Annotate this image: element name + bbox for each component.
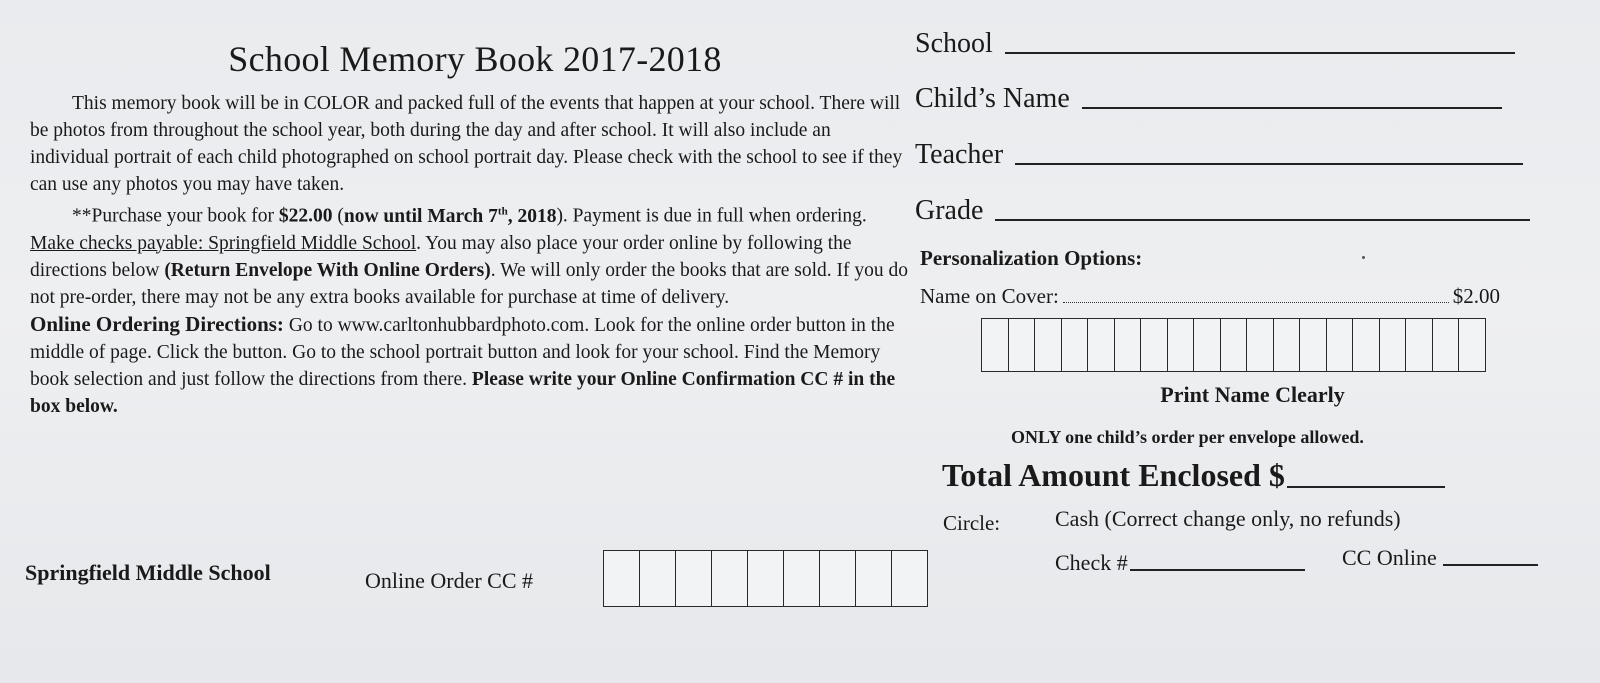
print-name-clearly: Print Name Clearly xyxy=(1160,382,1345,407)
total-amount-line[interactable] xyxy=(1287,486,1445,488)
form-title: School Memory Book 2017-2018 xyxy=(228,39,722,79)
teacher-line[interactable] xyxy=(1015,163,1523,165)
school-label: School xyxy=(915,28,993,59)
grade-field[interactable] xyxy=(915,195,1530,227)
name-letter-box[interactable] xyxy=(981,318,1009,372)
name-letter-box[interactable] xyxy=(1273,318,1301,372)
child-name-field[interactable] xyxy=(915,83,1502,115)
child-name-label: Child’s Name xyxy=(915,83,1070,114)
check-label: Check # xyxy=(1055,550,1128,575)
cc-online-option[interactable] xyxy=(1342,545,1538,571)
book-price: $22.00 xyxy=(278,205,333,227)
cc-digit-box[interactable] xyxy=(819,550,856,607)
name-letter-boxes[interactable] xyxy=(981,318,1485,372)
cc-entry-row xyxy=(25,546,945,606)
deadline: now until March 7th, 2018 xyxy=(343,205,557,227)
name-on-cover-label: Name on Cover: xyxy=(920,284,1059,308)
name-letter-box[interactable] xyxy=(1140,318,1168,372)
child-name-line[interactable] xyxy=(1082,107,1502,109)
name-letter-box[interactable] xyxy=(1087,318,1115,372)
teacher-field[interactable] xyxy=(915,139,1523,171)
online-directions-paragraph: Online Ordering Directions: Go to www.carltonhubbardphoto.com. Look for the online order button in the middle of page. Click the button. Go to the school portrait button and look for your school. Find the Memory book selection and just follow the directions from there. Please write your Online Confirmation CC # in the box below. xyxy=(30,311,896,417)
name-letter-box[interactable] xyxy=(1061,318,1089,372)
cc-online-label: CC Online xyxy=(1342,545,1437,570)
name-letter-box[interactable] xyxy=(1458,318,1486,372)
school-line[interactable] xyxy=(1005,52,1515,54)
name-on-cover-row xyxy=(920,284,1500,309)
leader-dots xyxy=(1063,302,1449,303)
info-column xyxy=(30,38,910,420)
cc-digit-box[interactable] xyxy=(747,550,784,607)
cc-number-boxes[interactable] xyxy=(603,550,927,607)
name-letter-box[interactable] xyxy=(1008,318,1036,372)
name-letter-box[interactable] xyxy=(1167,318,1195,372)
school-name: Springfield Middle School xyxy=(25,560,271,585)
name-letter-box[interactable] xyxy=(1352,318,1380,372)
purchase-paragraph: **Purchase your book for $22.00 (now until March 7th, 2018). Payment is due in full when ordering. Make checks payable: Springfield Middle School. You may also place your order online by following the directions below (Return Envelope With Online Orders). We will only order the books that are sold. If you do not pre-order, there may not be any extra books available for purchase at time of delivery. xyxy=(30,205,909,308)
name-letter-box[interactable] xyxy=(1114,318,1142,372)
one-order-notice: ONLY one child’s order per envelope allowed. xyxy=(1011,427,1364,447)
check-option[interactable] xyxy=(1055,550,1305,576)
return-envelope-note: (Return Envelope With Online Orders) xyxy=(164,259,491,281)
cc-instruction: Please write your Online Confirmation CC # in the box below. xyxy=(30,368,896,417)
name-letter-box[interactable] xyxy=(1405,318,1433,372)
cc-online-line[interactable] xyxy=(1443,564,1538,566)
grade-line[interactable] xyxy=(995,219,1530,221)
personalization-title: Personalization Options: xyxy=(920,246,1143,270)
name-letter-box[interactable] xyxy=(1432,318,1460,372)
cash-option[interactable]: Cash (Correct change only, no refunds) xyxy=(1055,506,1401,531)
cc-digit-box[interactable] xyxy=(603,550,640,607)
cc-digit-box[interactable] xyxy=(639,550,676,607)
name-letter-box[interactable] xyxy=(1246,318,1274,372)
cc-number-label: Online Order CC # xyxy=(365,568,534,593)
total-amount-field[interactable] xyxy=(942,457,1445,494)
intro-paragraph: This memory book will be in COLOR and packed full of the events that happen at your school. There will be photos from throughout the school year, both during the day and after school. It will also include an individual portrait of each child photographed on school portrait day. Please check with the school to see if they can use any photos you may have taken. xyxy=(30,93,903,195)
total-amount-label: Total Amount Enclosed $ xyxy=(942,457,1285,493)
name-letter-box[interactable] xyxy=(1326,318,1354,372)
teacher-label: Teacher xyxy=(915,139,1004,170)
cc-digit-box[interactable] xyxy=(855,550,892,607)
school-field[interactable] xyxy=(915,28,1515,60)
name-letter-box[interactable] xyxy=(1299,318,1327,372)
cc-digit-box[interactable] xyxy=(675,550,712,607)
entry-column xyxy=(915,0,1580,683)
name-on-cover-price: $2.00 xyxy=(1452,284,1500,308)
name-letter-box[interactable] xyxy=(1034,318,1062,372)
name-letter-box[interactable] xyxy=(1379,318,1407,372)
name-letter-box[interactable] xyxy=(1220,318,1248,372)
checks-payable: Make checks payable: Springfield Middle School xyxy=(30,232,417,254)
cc-digit-box[interactable] xyxy=(711,550,748,607)
online-directions-heading: Online Ordering Directions: xyxy=(30,311,284,336)
grade-label: Grade xyxy=(915,195,984,226)
circle-label: Circle: xyxy=(943,511,1001,535)
cc-digit-box[interactable] xyxy=(783,550,820,607)
check-number-line[interactable] xyxy=(1130,569,1305,571)
name-letter-box[interactable] xyxy=(1193,318,1221,372)
